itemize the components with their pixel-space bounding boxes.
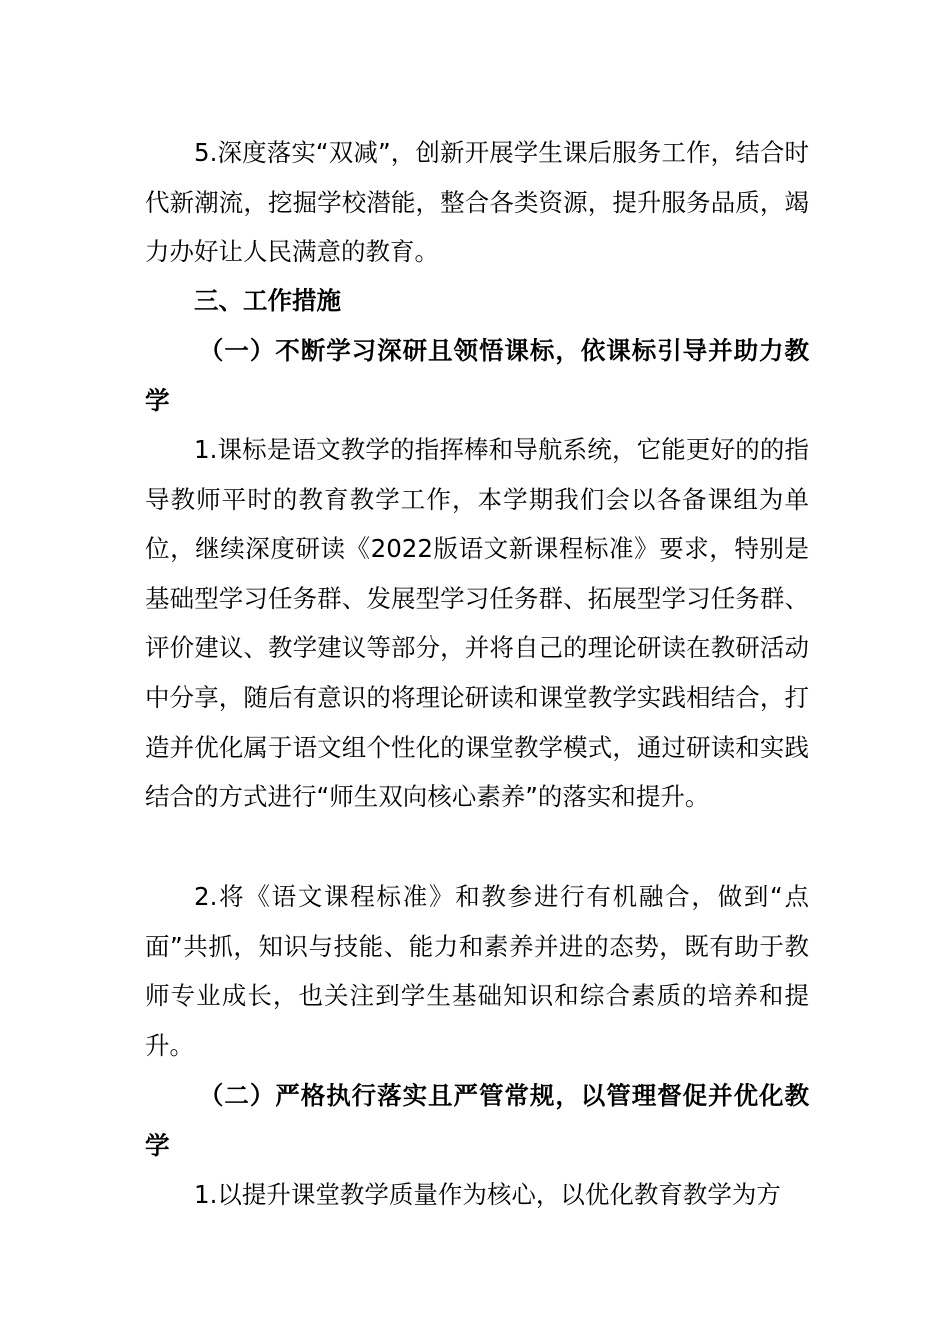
paragraph-management-point-1: 1.以提升课堂教学质量作为核心，以优化教育教学为方 xyxy=(194,1180,781,1209)
subsection-heading-curriculum-standards: （一）不断学习深研且领悟课标，依课标引导并助力教学 xyxy=(145,336,809,415)
paragraph-curriculum-point-2: 2.将《语文课程标准》和教参进行有机融合，做到“点面”共抓，知识与技能、能力和素养并进的态势，既有助于教师专业成长，也关注到学生基础知识和综合素质的培养和提升。 xyxy=(145,882,809,1060)
subsection-heading-routine-management: （二）严格执行落实且严管常规，以管理督促并优化教学 xyxy=(145,1081,809,1160)
paragraph-double-reduction: 5.深度落实“双减”，创新开展学生课后服务工作，结合时代新潮流，挖掘学校潜能，整合各类资源，提升服务品质，竭力办好让人民满意的教育。 xyxy=(145,138,809,267)
section-heading-work-measures: 三、工作措施 xyxy=(194,286,341,315)
paragraph-curriculum-point-1: 1.课标是语文教学的指挥棒和导航系统，它能更好的的指导教师平时的教育教学工作，本学期我们会以各备课组为单位，继续深度研读《2022版语文新课程标准》要求，特别是基础型学习任务群、发展型学习任务群、拓展型学习任务群、评价建议、教学建议等部分，并将自己的理论研读在教研活动中分享，随后有意识的将理论研读和课堂教学实践相结合，打造并优化属于语文组个性化的课堂教学模式，通过研读和实践结合的方式进行“师生双向核心素养”的落实和提升。 xyxy=(145,435,809,812)
